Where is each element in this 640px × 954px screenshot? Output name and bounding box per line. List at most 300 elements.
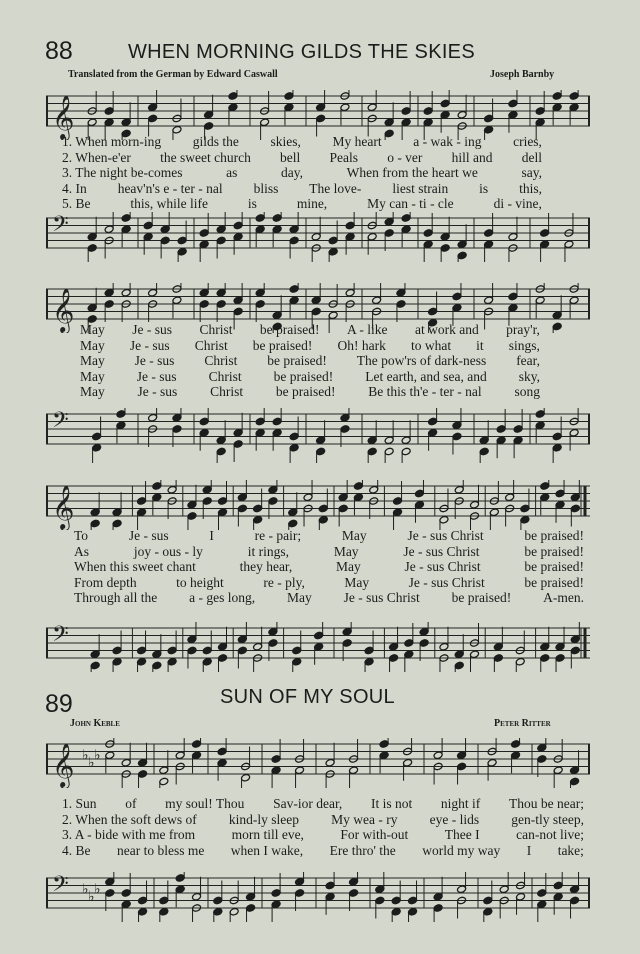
note-head — [289, 432, 299, 441]
note-head — [553, 892, 563, 901]
note-head — [391, 907, 401, 916]
staff-lines — [46, 738, 590, 788]
note-head — [314, 631, 324, 640]
note-head — [192, 751, 202, 760]
note-head — [345, 288, 355, 297]
lyric-syllable-group: at work and — [414, 322, 479, 337]
note-head — [345, 232, 355, 241]
note-head — [159, 907, 169, 916]
lyric-syllable-group: When from the heart we — [346, 165, 478, 180]
note-head — [199, 300, 209, 309]
note-head — [160, 236, 170, 245]
note-head — [175, 751, 185, 760]
note-head — [353, 482, 363, 491]
note-head — [218, 497, 228, 506]
note-head — [104, 225, 114, 234]
note-head — [340, 413, 350, 422]
note-head — [172, 125, 182, 134]
note-head — [452, 432, 462, 441]
note-head — [508, 303, 518, 312]
note-head — [253, 504, 263, 513]
note-head — [553, 766, 563, 775]
note-head — [535, 421, 545, 430]
note-head — [216, 236, 226, 245]
note-head — [570, 777, 580, 786]
note-head — [384, 118, 394, 127]
note-head — [393, 508, 403, 517]
lyric-syllable-group: Je - sus — [132, 322, 172, 337]
lyric-syllable-group: Ere thro' the — [329, 842, 396, 858]
note-head — [314, 642, 324, 651]
note-head — [439, 642, 449, 651]
note-head — [454, 650, 464, 659]
note-head — [260, 118, 270, 127]
note-head — [175, 885, 185, 894]
note-head — [535, 410, 545, 419]
hymn-88-composer-credit: Joseph Barnby — [490, 69, 555, 80]
note-head — [401, 107, 411, 116]
note-head — [137, 646, 147, 655]
flat-icon: ♭ — [94, 882, 101, 898]
lyric-syllable-group: hill and — [451, 149, 493, 165]
note-head — [187, 635, 197, 644]
note-head — [570, 504, 580, 513]
note-head — [508, 292, 518, 301]
lyric-syllable-group: sky, — [518, 368, 540, 384]
note-head — [105, 751, 115, 760]
note-head — [204, 110, 214, 119]
note-head — [484, 125, 494, 134]
note-head — [289, 285, 299, 294]
note-head — [202, 485, 212, 494]
lyric-syllable-group: to what — [410, 337, 452, 353]
lyric-syllable-group: as — [226, 165, 238, 180]
lyric-verse-5 — [62, 196, 542, 212]
note-head — [433, 904, 443, 913]
lyric-syllable-group: May — [80, 384, 105, 399]
note-head — [104, 118, 114, 127]
note-head — [508, 232, 518, 241]
note-head — [289, 443, 299, 452]
lyric-syllable-group: re - pair; — [254, 528, 302, 543]
note-head — [177, 247, 187, 256]
note-head — [284, 103, 294, 112]
note-head — [187, 512, 197, 521]
hymn-88-verses-line-2 — [80, 322, 540, 400]
note-head — [552, 443, 562, 452]
note-head — [457, 762, 467, 771]
note-head — [419, 639, 429, 648]
note-head — [121, 214, 131, 223]
treble-clef-icon: 𝄞 — [52, 95, 75, 139]
note-head — [138, 907, 148, 916]
note-head — [484, 296, 494, 305]
note-head — [384, 436, 394, 445]
note-head — [552, 103, 562, 112]
lyric-syllable-group: it — [476, 337, 484, 353]
note-head — [537, 889, 547, 898]
note-head — [484, 114, 494, 123]
lyric-syllable-group: is — [247, 196, 257, 211]
hymn-number-88: 88 — [45, 37, 73, 65]
lyric-syllable-group: Christ — [194, 337, 228, 353]
lyric-syllable-group: pray'r, — [506, 322, 540, 337]
staff-lines — [46, 480, 590, 530]
lyric-syllable-group: it rings, — [247, 543, 289, 559]
note-head — [401, 225, 411, 234]
note-head — [213, 896, 223, 905]
note-head — [414, 489, 424, 498]
lyric-syllable-group: liest strain — [392, 180, 449, 196]
note-head — [384, 447, 394, 456]
lyric-syllable-group: bell — [280, 149, 301, 165]
note-head — [340, 425, 350, 434]
note-head — [457, 251, 467, 260]
note-head — [112, 519, 122, 528]
note-head — [484, 240, 494, 249]
lyric-syllable-group: Je - sus Christ — [403, 543, 480, 559]
note-head — [204, 122, 214, 131]
lyric-syllable-group: joy - ous - ly — [133, 543, 203, 559]
hymn-88-verses-line-3 — [74, 528, 584, 606]
note-head — [237, 635, 247, 644]
note-head — [484, 229, 494, 238]
lyric-syllable-group: Je - sus — [136, 368, 177, 384]
lyric-syllable-group: 3. A - bide with me from — [62, 827, 196, 842]
note-head — [104, 300, 114, 309]
treble-clef-icon: 𝄞 — [52, 485, 75, 529]
lyric-syllable-group: my soul! Thou — [165, 796, 245, 811]
note-head — [401, 447, 411, 456]
note-head — [342, 639, 352, 648]
hymn-title-88: WHEN MORNING GILDS THE SKIES — [128, 41, 475, 63]
flat-icon: ♭ — [88, 755, 95, 771]
note-head — [479, 436, 489, 445]
lyric-syllable-group: 2. When-e'er — [62, 149, 131, 165]
lyric-verse-1 — [80, 322, 540, 338]
lyric-syllable-group: the sweet church — [160, 149, 251, 165]
note-head — [369, 485, 379, 494]
note-head — [340, 103, 350, 112]
note-head — [284, 92, 294, 101]
note-head — [555, 500, 565, 509]
lyric-verse-4 — [80, 369, 540, 385]
note-head — [404, 650, 414, 659]
note-head — [408, 896, 418, 905]
note-head — [202, 646, 212, 655]
lyric-verse-1 — [62, 796, 584, 812]
note-head — [483, 907, 493, 916]
lyric-syllable-group: when I wake, — [230, 842, 304, 858]
lyric-syllable-group: di - vine, — [493, 196, 542, 211]
note-head — [199, 417, 209, 426]
note-head — [439, 515, 449, 524]
note-head — [104, 288, 114, 297]
note-head — [87, 232, 97, 241]
note-head — [288, 519, 298, 528]
note-head — [271, 900, 281, 909]
note-head — [513, 425, 523, 434]
note-head — [272, 311, 282, 320]
note-head — [268, 497, 278, 506]
note-head — [540, 654, 550, 663]
lyric-syllable-group: To — [74, 528, 89, 543]
lyric-verse-1 — [74, 528, 584, 544]
note-head — [148, 103, 158, 112]
lyric-syllable-group: world my way — [422, 842, 501, 858]
note-head — [148, 114, 158, 123]
note-head — [233, 428, 243, 437]
note-head — [408, 907, 418, 916]
lyric-syllable-group: bliss — [253, 180, 279, 196]
lyric-syllable-group: be praised! — [524, 574, 584, 590]
note-head — [401, 214, 411, 223]
note-head — [246, 892, 256, 901]
bass-clef-icon: 𝄢 — [52, 212, 69, 242]
flat-icon: ♭ — [88, 889, 95, 905]
note-head — [202, 497, 212, 506]
lyric-syllable-group: this, while life — [130, 196, 209, 211]
lyric-syllable-group: be praised! — [252, 337, 313, 353]
note-head — [199, 428, 209, 437]
bass-clef-icon: 𝄢 — [52, 408, 69, 438]
note-head — [246, 904, 256, 913]
note-head — [570, 896, 580, 905]
lyric-syllable-group: can-not live; — [516, 827, 584, 842]
note-head — [295, 889, 305, 898]
lyric-syllable-group: morn till eve, — [231, 827, 304, 842]
note-head — [454, 661, 464, 670]
note-head — [187, 646, 197, 655]
note-head — [152, 482, 162, 491]
note-head — [216, 436, 226, 445]
lyric-syllable-group: Christ — [208, 368, 242, 384]
lyric-syllable-group: My wea - ry — [331, 811, 398, 827]
note-head — [121, 889, 131, 898]
note-head — [90, 508, 100, 517]
note-head — [187, 500, 197, 509]
lyric-syllable-group: be praised! — [451, 590, 512, 605]
lyric-syllable-group: May — [344, 574, 370, 590]
hymn-88-translator-credit: Translated from the German by Edward Caswall — [68, 69, 278, 80]
note-head — [553, 881, 563, 890]
lyric-syllable-group: Be this th'e - ter - nal — [368, 384, 482, 399]
note-head — [401, 436, 411, 445]
note-head — [148, 288, 158, 297]
lyric-syllable-group: song — [514, 384, 540, 399]
note-head — [255, 288, 265, 297]
note-head — [540, 482, 550, 491]
note-head — [457, 110, 467, 119]
lyric-syllable-group: Je - sus Christ — [343, 590, 420, 605]
lyric-syllable-group: Thou be near; — [508, 796, 584, 811]
note-head — [496, 436, 506, 445]
note-head — [423, 229, 433, 238]
lyric-syllable-group: 4. In — [62, 180, 87, 196]
lyric-syllable-group: Je - sus Christ — [408, 574, 485, 590]
lyric-syllable-group: 5. Be — [62, 196, 91, 211]
flat-icon: ♭ — [82, 748, 89, 764]
note-head — [552, 432, 562, 441]
note-head — [255, 300, 265, 309]
lyric-syllable-group: My heart — [332, 134, 382, 149]
note-head — [268, 627, 278, 636]
note-head — [570, 493, 580, 502]
note-head — [552, 311, 562, 320]
lyric-verse-2 — [62, 150, 542, 166]
note-head — [311, 307, 321, 316]
note-head — [121, 900, 131, 909]
note-head — [487, 758, 497, 767]
lyric-syllable-group: of — [125, 796, 137, 811]
note-head — [152, 661, 162, 670]
treble-clef-icon: 𝄞 — [52, 288, 75, 332]
flat-icon: ♭ — [82, 882, 89, 898]
hymn-number-89: 89 — [45, 690, 73, 718]
note-head — [137, 497, 147, 506]
lyric-verse-3 — [62, 827, 584, 843]
lyric-syllable-group: mine, — [296, 196, 328, 211]
note-head — [375, 885, 385, 894]
note-head — [419, 627, 429, 636]
lyric-verse-5 — [80, 384, 540, 400]
lyric-syllable-group: they hear, — [239, 559, 293, 574]
lyric-verse-2 — [62, 812, 584, 828]
note-head — [272, 428, 282, 437]
treble-clef-icon: 𝄞 — [52, 743, 75, 787]
lyric-syllable-group: A - like — [347, 322, 388, 337]
note-head — [138, 758, 148, 767]
note-head — [396, 288, 406, 297]
bass-clef-icon: 𝄢 — [52, 622, 69, 652]
note-head — [452, 421, 462, 430]
note-head — [570, 766, 580, 775]
lyric-syllable-group: eye - lids — [429, 811, 480, 827]
note-head — [499, 885, 509, 894]
lyric-syllable-group: The love- — [309, 180, 362, 196]
note-head — [121, 118, 131, 127]
lyric-syllable-group: night if — [440, 796, 481, 811]
note-head — [440, 110, 450, 119]
note-head — [384, 217, 394, 226]
bass-clef-icon: 𝄢 — [52, 872, 69, 902]
note-head — [272, 417, 282, 426]
note-head — [537, 755, 547, 764]
staff-88-1-bass — [46, 212, 590, 262]
lyric-syllable-group: May — [341, 528, 367, 543]
lyric-verse-4 — [62, 181, 542, 197]
lyric-syllable-group: be praised! — [273, 368, 334, 384]
note-head — [540, 642, 550, 651]
note-head — [479, 447, 489, 456]
note-head — [143, 221, 153, 230]
note-head — [328, 247, 338, 256]
note-head — [216, 288, 226, 297]
note-head — [452, 303, 462, 312]
lyric-syllable-group: cries, — [513, 134, 542, 149]
note-head — [508, 110, 518, 119]
note-head — [216, 447, 226, 456]
hymn-88-verses-line-1 — [62, 134, 542, 212]
staff-88-3-bass — [46, 622, 590, 672]
note-head — [268, 485, 278, 494]
note-head — [255, 417, 265, 426]
lyric-syllable-group: The pow'rs of dark-ness — [356, 353, 487, 368]
lyric-verse-2 — [74, 544, 584, 560]
note-head — [349, 889, 359, 898]
note-head — [218, 508, 228, 517]
note-head — [511, 740, 521, 749]
note-head — [217, 758, 227, 767]
lyric-syllable-group: When this sweet chant — [74, 559, 196, 574]
note-head — [271, 766, 281, 775]
note-head — [112, 508, 122, 517]
note-head — [295, 877, 305, 886]
staff-88-3-treble — [46, 480, 590, 530]
note-head — [493, 642, 503, 651]
note-head — [175, 874, 185, 883]
lyric-syllable-group: May — [333, 543, 359, 559]
note-head — [311, 232, 321, 241]
note-head — [292, 657, 302, 666]
note-head — [318, 515, 328, 524]
note-head — [440, 244, 450, 253]
note-head — [199, 240, 209, 249]
note-head — [253, 515, 263, 524]
note-head — [552, 92, 562, 101]
note-head — [325, 892, 335, 901]
note-head — [87, 118, 97, 127]
staff-89-1-bass — [46, 872, 590, 922]
lyric-syllable-group: is — [479, 180, 489, 196]
note-head — [367, 103, 377, 112]
note-head — [345, 221, 355, 230]
note-head — [457, 751, 467, 760]
note-head — [401, 118, 411, 127]
note-head — [288, 508, 298, 517]
lyric-verse-2 — [80, 338, 540, 354]
note-head — [325, 881, 335, 890]
note-head — [364, 646, 374, 655]
note-head — [316, 103, 326, 112]
note-head — [328, 311, 338, 320]
note-head — [513, 436, 523, 445]
note-head — [564, 240, 574, 249]
lyric-syllable-group: sings, — [508, 337, 540, 353]
note-head — [104, 107, 114, 116]
note-head — [311, 296, 321, 305]
lyric-syllable-group: Je - sus Christ — [407, 528, 484, 543]
lyric-syllable-group: fear, — [516, 353, 540, 368]
note-head — [253, 642, 263, 651]
lyric-syllable-group: day, — [281, 165, 304, 180]
lyric-syllable-group: May — [80, 322, 105, 337]
note-head — [213, 907, 223, 916]
note-head — [137, 657, 147, 666]
note-head — [241, 773, 251, 782]
hymn-89-composer-credit: Peter Ritter — [494, 718, 551, 729]
note-head — [105, 889, 115, 898]
note-head — [423, 240, 433, 249]
note-head — [423, 118, 433, 127]
note-head — [192, 740, 202, 749]
lyric-syllable-group: Thee I — [444, 827, 480, 842]
lyric-syllable-group: skies, — [270, 134, 301, 149]
lyric-syllable-group: kind-ly sleep — [228, 811, 299, 827]
note-head — [272, 214, 282, 223]
note-head — [454, 485, 464, 494]
note-head — [379, 751, 389, 760]
